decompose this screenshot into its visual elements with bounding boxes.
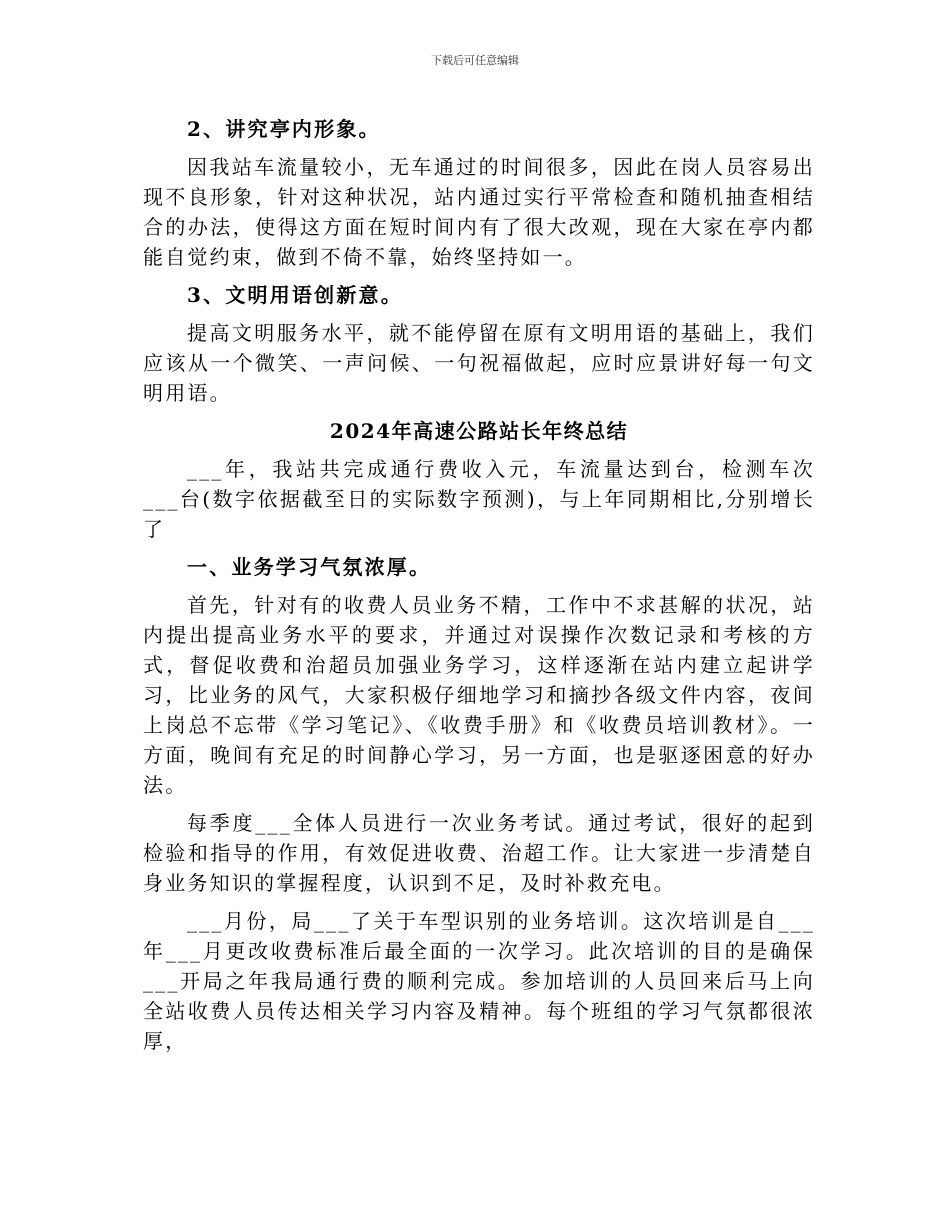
section-heading: 2、讲究亭内形象。 (187, 117, 381, 141)
section-heading: 一、业务学习气氛浓厚。 (187, 555, 432, 579)
section-heading: 3、文明用语创新意。 (187, 283, 403, 307)
body-paragraph: 因我站车流量较小，无车通过的时间很多，因此在岗人员容易出现不良形象，针对这种状况，站内通过实行平常检查和随机抽查相结合的办法，使得这方面在短时间内有了很大改观，现在大家在亭内都能自觉约束，做到不倚不靠，始终坚持如一。 (143, 155, 815, 269)
body-paragraph: ___月份，局___了关于车型识别的业务培训。这次培训是自___年___月更改收费标准后最全面的一次学习。此次培训的目的是确保___开局之年我局通行费的顺利完成。参加培训的人员回来后马上向全站收费人员传达相关学习内容及精神。每个班组的学习气氛都很浓厚， (143, 909, 815, 1053)
document-body (143, 114, 815, 1056)
page-header: 下载后可任意编辑 (431, 54, 519, 67)
body-paragraph: 首先，针对有的收费人员业务不精，工作中不求甚解的状况，站内提出提高业务水平的要求，并通过对误操作次数记录和考核的方式，督促收费和治超员加强业务学习，这样逐渐在站内建立起讲学习，比业务的风气，大家积极仔细地学习和摘抄各级文件内容，夜间上岗总不忘带《学习笔记》、《收费手册》和《收费员培训教材》。一方面，晚间有充足的时间静心学习，另一方面，也是驱逐困意的好办法。 (143, 593, 815, 797)
body-paragraph: ___年，我站共完成通行费收入元，车流量达到台，检测车次___台(数字依据截至日的实际数字预测)，与上年同期相比,分别增长了 (143, 457, 815, 541)
body-paragraph: 每季度___全体人员进行一次业务考试。通过考试，很好的起到检验和指导的作用，有效促进收费、治超工作。让大家进一步清楚自身业务知识的掌握程度，认识到不足，及时补救充电。 (143, 811, 815, 895)
document-title: 2024年高速公路站长年终总结 (329, 419, 629, 443)
body-paragraph: 提高文明服务水平，就不能停留在原有文明用语的基础上，我们应该从一个微笑、一声问候、一句祝福做起，应时应景讲好每一句文明用语。 (143, 321, 815, 405)
